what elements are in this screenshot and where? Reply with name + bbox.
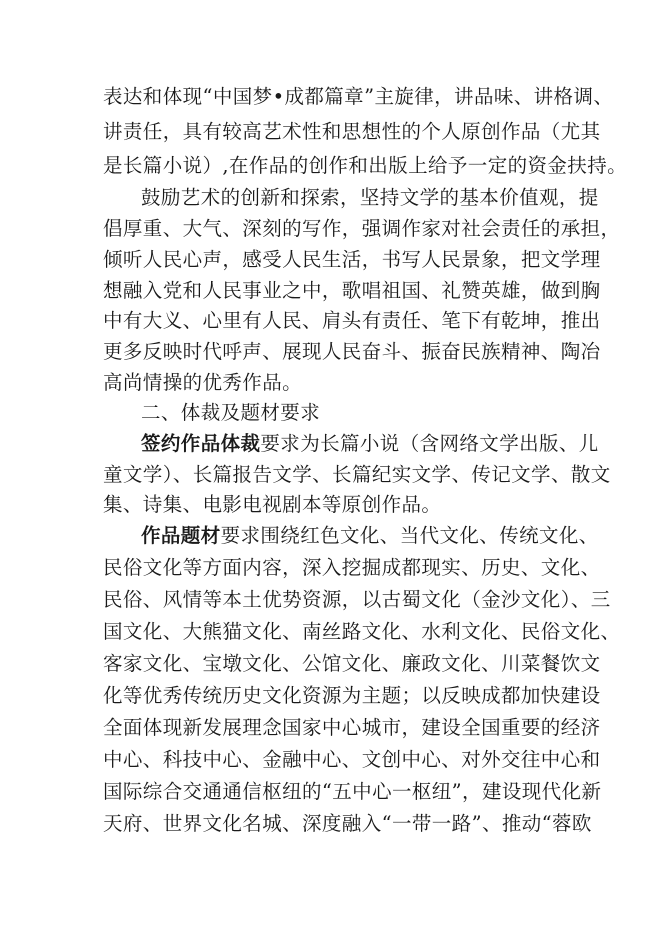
paragraph-line: 集、诗集、电影电视剧本等原创作品。 [103,493,442,516]
paragraph-line: 天府、世界文化名城、深度融入“一带一路”、推动“蓉欧 [103,812,592,835]
paragraph-line: 更多反映时代呼声、展现人民奋斗、振奋民族精神、陶冶 [103,340,601,363]
paragraph-line: 童文学）、长篇报告文学、长篇纪实文学、传记文学、散文 [103,463,611,486]
bold-label-genre: 签约作品体裁 [141,432,261,455]
paragraph-line: 倡厚重、大气、深刻的写作，强调作家对社会责任的承担， [103,217,621,240]
paragraph-line: 表达和体现“中国梦•成都篇章”主旋律，讲品味、讲格调、 [103,85,614,108]
paragraph-line: 倾听人民心声，感受人民生活，书写人民景象，把文学理 [103,248,601,271]
paragraph-line: 中心、科技中心、金融中心、文创中心、对外交往中心和 [103,748,601,771]
bold-label-topic: 作品题材 [141,524,221,547]
paragraph-line [141,429,599,459]
paragraph-line: 民俗文化等方面内容，深入挖掘成都现实、历史、文化、 [103,556,601,579]
section-heading: 二、体裁及题材要求 [141,401,321,424]
line-text: 要求围绕红色文化、当代文化、传统文化、 [220,524,599,547]
paragraph-line: 全面体现新发展理念国家中心城市，建设全国重要的经济 [103,716,601,739]
paragraph-line: 高尚情操的优秀作品。 [103,371,303,394]
paragraph-line: 想融入党和人民事业之中，歌唱祖国、礼赞英雄，做到胸 [103,279,601,302]
line-text: 要求为长篇小说（含网络文学出版、儿 [260,432,599,455]
paragraph-line [141,521,599,551]
paragraph-line: 国文化、大熊猫文化、南丝路文化、水利文化、民俗文化、 [103,620,621,643]
paragraph-line: 讲责任，具有较高艺术性和思想性的个人原创作品（尤其 [103,120,601,143]
paragraph-line: 民俗、风情等本土优势资源，以古蜀文化（金沙文化）、三 [103,588,611,611]
paragraph-line: 国际综合交通通信枢纽的“五中心一枢纽”，建设现代化新 [103,780,602,803]
paragraph-line: 客家文化、宝墩文化、公馆文化、廉政文化、川菜餐饮文 [103,652,601,675]
paragraph-line: 鼓励艺术的创新和探索，坚持文学的基本价值观，提 [141,186,599,209]
paragraph-line: 化等优秀传统历史文化资源为主题；以反映成都加快建设 [103,684,601,707]
paragraph-line: 是长篇小说）,在作品的创作和出版上给予一定的资金扶持。 [103,154,627,177]
paragraph-line: 中有大义、心里有人民、肩头有责任、笔下有乾坤，推出 [103,309,601,332]
